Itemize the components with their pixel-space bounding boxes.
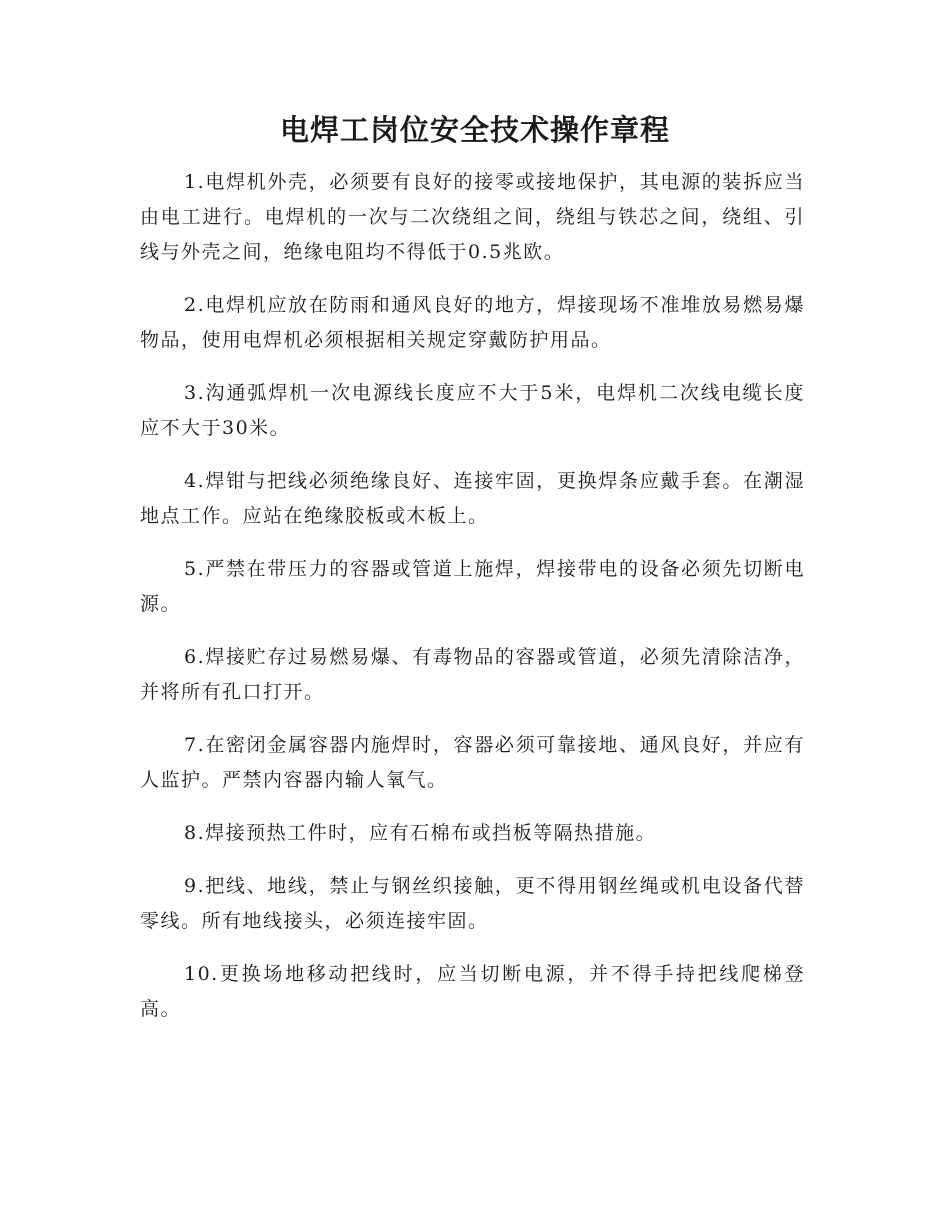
paragraph-1: 1.电焊机外壳，必须要有良好的接零或接地保护，其电源的装拆应当由电工进行。电焊机的一次与二次绕组之间，绕组与铁芯之间，绕组、引线与外壳之间，绝缘电阻均不得低于0.5兆欧。	[140, 171, 805, 263]
paragraph-6: 6.焊接贮存过易燃易爆、有毒物品的容器或管道，必须先清除洁净，并将所有孔口打开。	[140, 646, 805, 703]
paragraph-7: 7.在密闭金属容器内施焊时，容器必须可靠接地、通风良好，并应有人监护。严禁内容器内输人氧气。	[140, 734, 805, 791]
paragraph-5: 5.严禁在带压力的容器或管道上施焊，焊接带电的设备必须先切断电源。	[140, 558, 805, 615]
paragraph-3: 3.沟通弧焊机一次电源线长度应不大于5米，电焊机二次线电缆长度应不大于30米。	[140, 382, 805, 439]
paragraph-9: 9.把线、地线，禁止与钢丝织接触，更不得用钢丝绳或机电设备代替零线。所有地线接头，必须连接牢固。	[140, 875, 805, 932]
paragraph-10: 10.更换场地移动把线时，应当切断电源，并不得手持把线爬梯登高。	[140, 963, 805, 1020]
document-title: 电焊工岗位安全技术操作章程	[279, 113, 670, 147]
paragraph-4: 4.焊钳与把线必须绝缘良好、连接牢固，更换焊条应戴手套。在潮湿地点工作。应站在绝缘胶板或木板上。	[140, 470, 805, 527]
paragraph-8: 8.焊接预热工件时，应有石棉布或挡板等隔热措施。	[184, 822, 657, 844]
document-body	[140, 165, 805, 1045]
paragraph-2: 2.电焊机应放在防雨和通风良好的地方，焊接现场不准堆放易燃易爆物品，使用电焊机必须根据相关规定穿戴防护用品。	[140, 294, 805, 351]
